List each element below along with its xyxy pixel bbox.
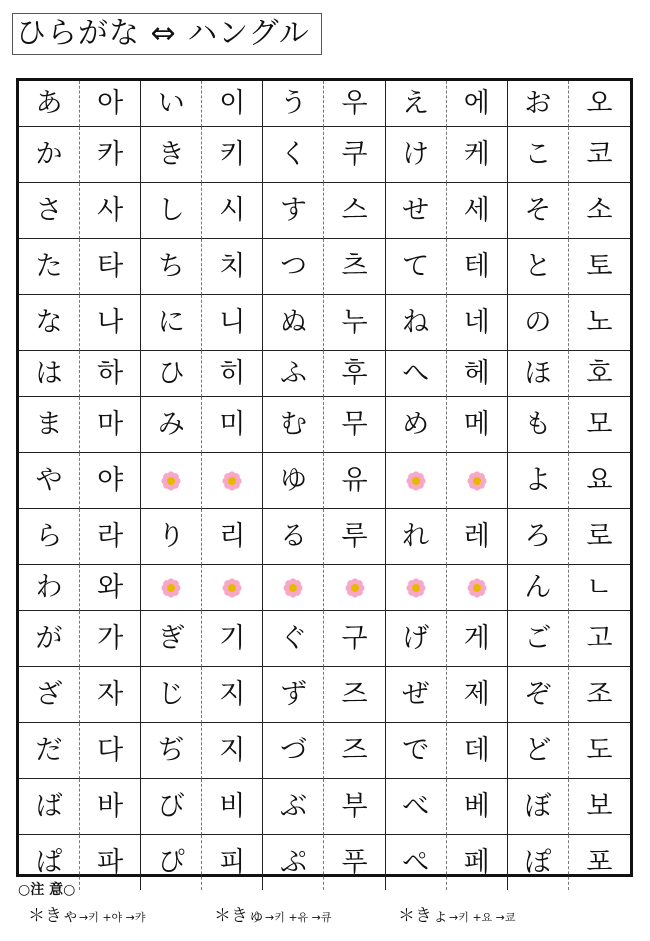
hiragana-cell: わ (19, 565, 80, 611)
flower-icon (405, 577, 427, 599)
empty-cell (386, 453, 447, 509)
hiragana-cell: み (141, 397, 202, 453)
hiragana-cell: ふ (263, 351, 324, 397)
hiragana-cell: ぶ (263, 779, 324, 835)
hiragana-cell: ぺ (386, 835, 447, 890)
flower-icon (466, 577, 488, 599)
notes-section (18, 879, 638, 929)
hiragana-cell: す (263, 183, 324, 239)
notes-heading: ○注 意○ (18, 882, 76, 898)
hiragana-cell: れ (386, 509, 447, 565)
note-item (28, 905, 146, 929)
hangul-cell: 비 (202, 779, 263, 835)
hiragana-cell: ぜ (386, 667, 447, 723)
hiragana-cell: つ (263, 239, 324, 295)
hiragana-cell: ぞ (508, 667, 569, 723)
hangul-cell: 후 (324, 351, 385, 397)
hangul-cell: 요 (569, 453, 630, 509)
hiragana-cell: ば (19, 779, 80, 835)
hangul-cell: ㄴ (569, 565, 630, 611)
empty-cell (263, 565, 324, 611)
hiragana-cell: か (19, 127, 80, 183)
note-result: →큐 (308, 911, 332, 924)
hangul-cell: 이 (202, 81, 263, 127)
hangul-cell: 제 (447, 667, 508, 723)
hangul-cell: 유 (324, 453, 385, 509)
hangul-cell: 파 (80, 835, 141, 890)
hangul-cell: 지 (202, 667, 263, 723)
hangul-cell: 로 (569, 509, 630, 565)
hangul-cell: 사 (80, 183, 141, 239)
hangul-cell: 기 (202, 611, 263, 667)
empty-cell (141, 453, 202, 509)
empty-cell (447, 565, 508, 611)
flower-icon (160, 470, 182, 492)
note-arrow: →키 (449, 911, 473, 924)
hangul-cell: 즈 (324, 667, 385, 723)
hiragana-cell: だ (19, 723, 80, 779)
hiragana-cell: の (508, 295, 569, 351)
hiragana-cell: む (263, 397, 324, 453)
hiragana-cell: た (19, 239, 80, 295)
hiragana-cell: と (508, 239, 569, 295)
hiragana-cell: べ (386, 779, 447, 835)
hiragana-cell: お (508, 81, 569, 127)
note-star: ＊ (28, 906, 45, 926)
note-arrow: →키 (265, 911, 289, 924)
note-plus: +야 (102, 911, 123, 924)
hangul-cell: 테 (447, 239, 508, 295)
hiragana-cell: ろ (508, 509, 569, 565)
flower-icon (466, 470, 488, 492)
hiragana-cell: ぬ (263, 295, 324, 351)
hangul-cell: 지 (202, 723, 263, 779)
hiragana-cell: ど (508, 723, 569, 779)
hangul-cell: 오 (569, 81, 630, 127)
hiragana-cell: げ (386, 611, 447, 667)
page-title: ひらがな ⇔ ハングル (12, 13, 322, 55)
hiragana-cell: あ (19, 81, 80, 127)
note-plus: +요 (472, 911, 493, 924)
hiragana-cell: ゆ (263, 453, 324, 509)
note-result: →캬 (122, 911, 146, 924)
hiragana-cell: ざ (19, 667, 80, 723)
hiragana-cell: て (386, 239, 447, 295)
hangul-cell: 니 (202, 295, 263, 351)
hangul-cell: 무 (324, 397, 385, 453)
flower-icon (344, 577, 366, 599)
hiragana-cell: に (141, 295, 202, 351)
hangul-cell: 와 (80, 565, 141, 611)
hangul-cell: 구 (324, 611, 385, 667)
hangul-cell: 피 (202, 835, 263, 890)
hangul-cell: 고 (569, 611, 630, 667)
hangul-cell: 야 (80, 453, 141, 509)
note-star: ＊ (214, 906, 231, 926)
empty-cell (447, 453, 508, 509)
hangul-cell: 자 (80, 667, 141, 723)
hangul-cell: 쿠 (324, 127, 385, 183)
hangul-cell: 루 (324, 509, 385, 565)
hangul-cell: 타 (80, 239, 141, 295)
hangul-cell: 키 (202, 127, 263, 183)
empty-cell (324, 565, 385, 611)
hiragana-cell: え (386, 81, 447, 127)
hiragana-cell: そ (508, 183, 569, 239)
hiragana-cell: る (263, 509, 324, 565)
hiragana-cell: は (19, 351, 80, 397)
hiragana-cell: ぐ (263, 611, 324, 667)
hangul-cell: 가 (80, 611, 141, 667)
hangul-cell: 바 (80, 779, 141, 835)
hangul-cell: 츠 (324, 239, 385, 295)
hiragana-cell: せ (386, 183, 447, 239)
hiragana-cell: も (508, 397, 569, 453)
hangul-cell: 페 (447, 835, 508, 890)
hangul-cell: 시 (202, 183, 263, 239)
hangul-cell: 메 (447, 397, 508, 453)
note-result: →쿄 (492, 911, 516, 924)
hiragana-cell: が (19, 611, 80, 667)
empty-cell (202, 565, 263, 611)
hangul-cell: 토 (569, 239, 630, 295)
hiragana-cell: こ (508, 127, 569, 183)
hiragana-cell: ら (19, 509, 80, 565)
hangul-cell: 데 (447, 723, 508, 779)
hiragana-cell: ね (386, 295, 447, 351)
hangul-cell: 나 (80, 295, 141, 351)
hangul-cell: 아 (80, 81, 141, 127)
hiragana-cell: ま (19, 397, 80, 453)
hiragana-cell: ぎ (141, 611, 202, 667)
hangul-cell: 하 (80, 351, 141, 397)
hiragana-hangul-table (16, 78, 633, 877)
hiragana-cell: き (141, 127, 202, 183)
hiragana-cell: ぱ (19, 835, 80, 890)
empty-cell (202, 453, 263, 509)
hiragana-cell: し (141, 183, 202, 239)
hangul-cell: 세 (447, 183, 508, 239)
hangul-cell: 미 (202, 397, 263, 453)
flower-icon (160, 577, 182, 599)
hiragana-cell: ぢ (141, 723, 202, 779)
hiragana-cell: ご (508, 611, 569, 667)
empty-cell (141, 565, 202, 611)
hangul-cell: 조 (569, 667, 630, 723)
hangul-cell: 네 (447, 295, 508, 351)
hangul-cell: 카 (80, 127, 141, 183)
hiragana-cell: ぴ (141, 835, 202, 890)
hangul-cell: 부 (324, 779, 385, 835)
hangul-cell: 스 (324, 183, 385, 239)
hangul-cell: 소 (569, 183, 630, 239)
note-item (214, 905, 332, 929)
hiragana-cell: や (19, 453, 80, 509)
hangul-cell: 모 (569, 397, 630, 453)
hangul-cell: 히 (202, 351, 263, 397)
hangul-cell: 레 (447, 509, 508, 565)
empty-cell (386, 565, 447, 611)
hangul-cell: 호 (569, 351, 630, 397)
hangul-cell: 즈 (324, 723, 385, 779)
hangul-cell: 에 (447, 81, 508, 127)
hangul-cell: 보 (569, 779, 630, 835)
hiragana-cell: ひ (141, 351, 202, 397)
hiragana-cell: め (386, 397, 447, 453)
hangul-cell: 치 (202, 239, 263, 295)
flower-icon (405, 470, 427, 492)
hiragana-cell: さ (19, 183, 80, 239)
hiragana-cell: け (386, 127, 447, 183)
flower-icon (221, 470, 243, 492)
hangul-cell: 다 (80, 723, 141, 779)
hangul-cell: 도 (569, 723, 630, 779)
hangul-cell: 리 (202, 509, 263, 565)
hiragana-cell: ず (263, 667, 324, 723)
hiragana-cell: ほ (508, 351, 569, 397)
hiragana-cell: い (141, 81, 202, 127)
hiragana-cell: ぷ (263, 835, 324, 890)
hiragana-cell: づ (263, 723, 324, 779)
hangul-cell: 베 (447, 779, 508, 835)
hiragana-cell: よ (508, 453, 569, 509)
note-plus: +유 (288, 911, 309, 924)
hiragana-cell: ぼ (508, 779, 569, 835)
hiragana-cell: ん (508, 565, 569, 611)
note-kana: きゅ (231, 906, 265, 926)
notes-line (18, 901, 638, 929)
hiragana-cell: ぽ (508, 835, 569, 890)
hangul-cell: 헤 (447, 351, 508, 397)
hangul-cell: 마 (80, 397, 141, 453)
note-star: ＊ (398, 906, 415, 926)
hiragana-cell: ち (141, 239, 202, 295)
hiragana-cell: り (141, 509, 202, 565)
hangul-cell: 코 (569, 127, 630, 183)
hangul-cell: 라 (80, 509, 141, 565)
hiragana-cell: く (263, 127, 324, 183)
hangul-cell: 누 (324, 295, 385, 351)
flower-icon (282, 577, 304, 599)
note-kana: きょ (415, 906, 449, 926)
hiragana-cell: で (386, 723, 447, 779)
hangul-cell: 우 (324, 81, 385, 127)
hangul-cell: 게 (447, 611, 508, 667)
flower-icon (221, 577, 243, 599)
note-item (398, 905, 516, 929)
hiragana-cell: な (19, 295, 80, 351)
note-kana: きゃ (45, 906, 79, 926)
hiragana-cell: び (141, 779, 202, 835)
hangul-cell: 케 (447, 127, 508, 183)
hangul-cell: 노 (569, 295, 630, 351)
hiragana-cell: じ (141, 667, 202, 723)
hiragana-cell: う (263, 81, 324, 127)
hangul-cell: 푸 (324, 835, 385, 890)
hangul-cell: 포 (586, 847, 613, 878)
note-arrow: →키 (79, 911, 103, 924)
hiragana-cell: へ (386, 351, 447, 397)
